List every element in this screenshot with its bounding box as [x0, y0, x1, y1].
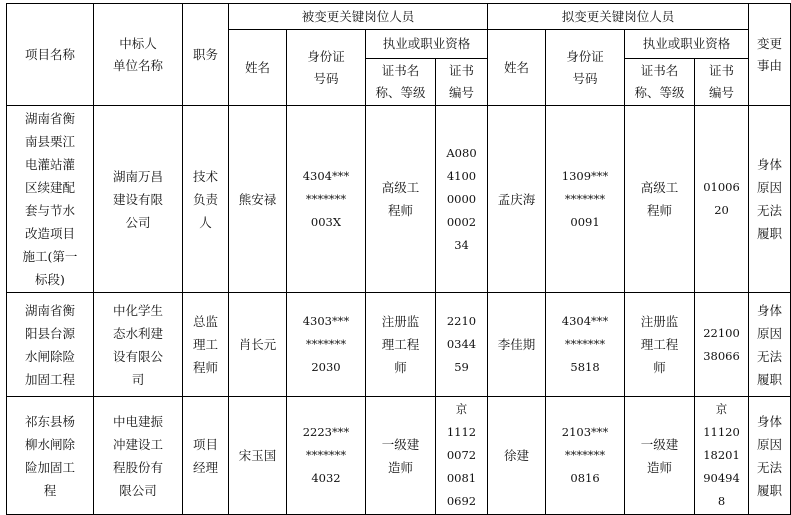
winning-unit-cell: 中化学生 态水利建 设有限公 司: [94, 293, 183, 397]
header-position: 职务: [183, 4, 229, 106]
header-old-qualification: 执业或职业资格: [366, 30, 488, 59]
change-table-container: [6, 3, 791, 515]
winning-unit-cell: 湖南万昌 建设有限 公司: [94, 106, 183, 293]
header-new-id-number: 身份证 号码: [546, 30, 625, 106]
new-name-cell: 孟庆海: [488, 106, 546, 293]
project-name-cell: 湖南省衡 南县栗江 电灌站灌 区续建配 套与节水 改造项目 施工(第一 标段): [7, 106, 94, 293]
header-replaced-personnel: 被变更关键岗位人员: [229, 4, 488, 30]
personnel-change-table: [6, 3, 791, 515]
new-name-cell: 徐建: [488, 397, 546, 515]
new-cert-number-cell: 01006 20: [695, 106, 749, 293]
header-new-cert-number: 证书 编号: [695, 59, 749, 106]
new-id-cell: 1309*** ******* 0091: [546, 106, 625, 293]
new-cert-number-cell: 京 11120 18201 90494 8: [695, 397, 749, 515]
change-reason-cell: 身体 原因 无法 履职: [749, 397, 791, 515]
header-new-name: 姓名: [488, 30, 546, 106]
header-old-id-number: 身份证 号码: [287, 30, 366, 106]
position-cell: 技术 负责 人: [183, 106, 229, 293]
old-cert-cell: 高级工 程师: [366, 106, 436, 293]
new-cert-cell: 注册监 理工程 师: [625, 293, 695, 397]
new-cert-cell: 一级建 造师: [625, 397, 695, 515]
new-cert-number-cell: 22100 38066: [695, 293, 749, 397]
header-change-reason: 变更 事由: [749, 4, 791, 106]
table-row: [7, 293, 791, 397]
old-cert-cell: 注册监 理工程 师: [366, 293, 436, 397]
old-cert-cell: 一级建 造师: [366, 397, 436, 515]
project-name-cell: 祁东县杨 柳水闸除 险加固工 程: [7, 397, 94, 515]
old-id-cell: 4303*** ******* 2030: [287, 293, 366, 397]
old-name-cell: 宋玉国: [229, 397, 287, 515]
new-id-cell: 4304*** ******* 5818: [546, 293, 625, 397]
change-reason-cell: 身体 原因 无法 履职: [749, 293, 791, 397]
old-id-cell: 2223*** ******* 4032: [287, 397, 366, 515]
change-reason-cell: 身体 原因 无法 履职: [749, 106, 791, 293]
position-cell: 总监 理工 程师: [183, 293, 229, 397]
old-cert-number-cell: 京 1112 0072 0081 0692: [436, 397, 488, 515]
new-id-cell: 2103*** ******* 0816: [546, 397, 625, 515]
header-winning-unit: 中标人 单位名称: [94, 4, 183, 106]
new-cert-cell: 高级工 程师: [625, 106, 695, 293]
project-name-cell: 湖南省衡 阳县台源 水闸除险 加固工程: [7, 293, 94, 397]
header-old-name: 姓名: [229, 30, 287, 106]
old-name-cell: 肖长元: [229, 293, 287, 397]
header-old-cert-number: 证书 编号: [436, 59, 488, 106]
old-cert-number-cell: 2210 0344 59: [436, 293, 488, 397]
position-cell: 项目 经理: [183, 397, 229, 515]
old-id-cell: 4304*** ******* 003X: [287, 106, 366, 293]
table-row: [7, 106, 791, 293]
header-proposed-personnel: 拟变更关键岗位人员: [488, 4, 749, 30]
winning-unit-cell: 中电建振 冲建设工 程股份有 限公司: [94, 397, 183, 515]
table-row: [7, 397, 791, 515]
header-new-qualification: 执业或职业资格: [625, 30, 749, 59]
header-new-cert-name-level: 证书名 称、等级: [625, 59, 695, 106]
old-name-cell: 熊安禄: [229, 106, 287, 293]
old-cert-number-cell: A080 4100 0000 0002 34: [436, 106, 488, 293]
header-old-cert-name-level: 证书名 称、等级: [366, 59, 436, 106]
header-project-name: 项目名称: [7, 4, 94, 106]
new-name-cell: 李佳期: [488, 293, 546, 397]
